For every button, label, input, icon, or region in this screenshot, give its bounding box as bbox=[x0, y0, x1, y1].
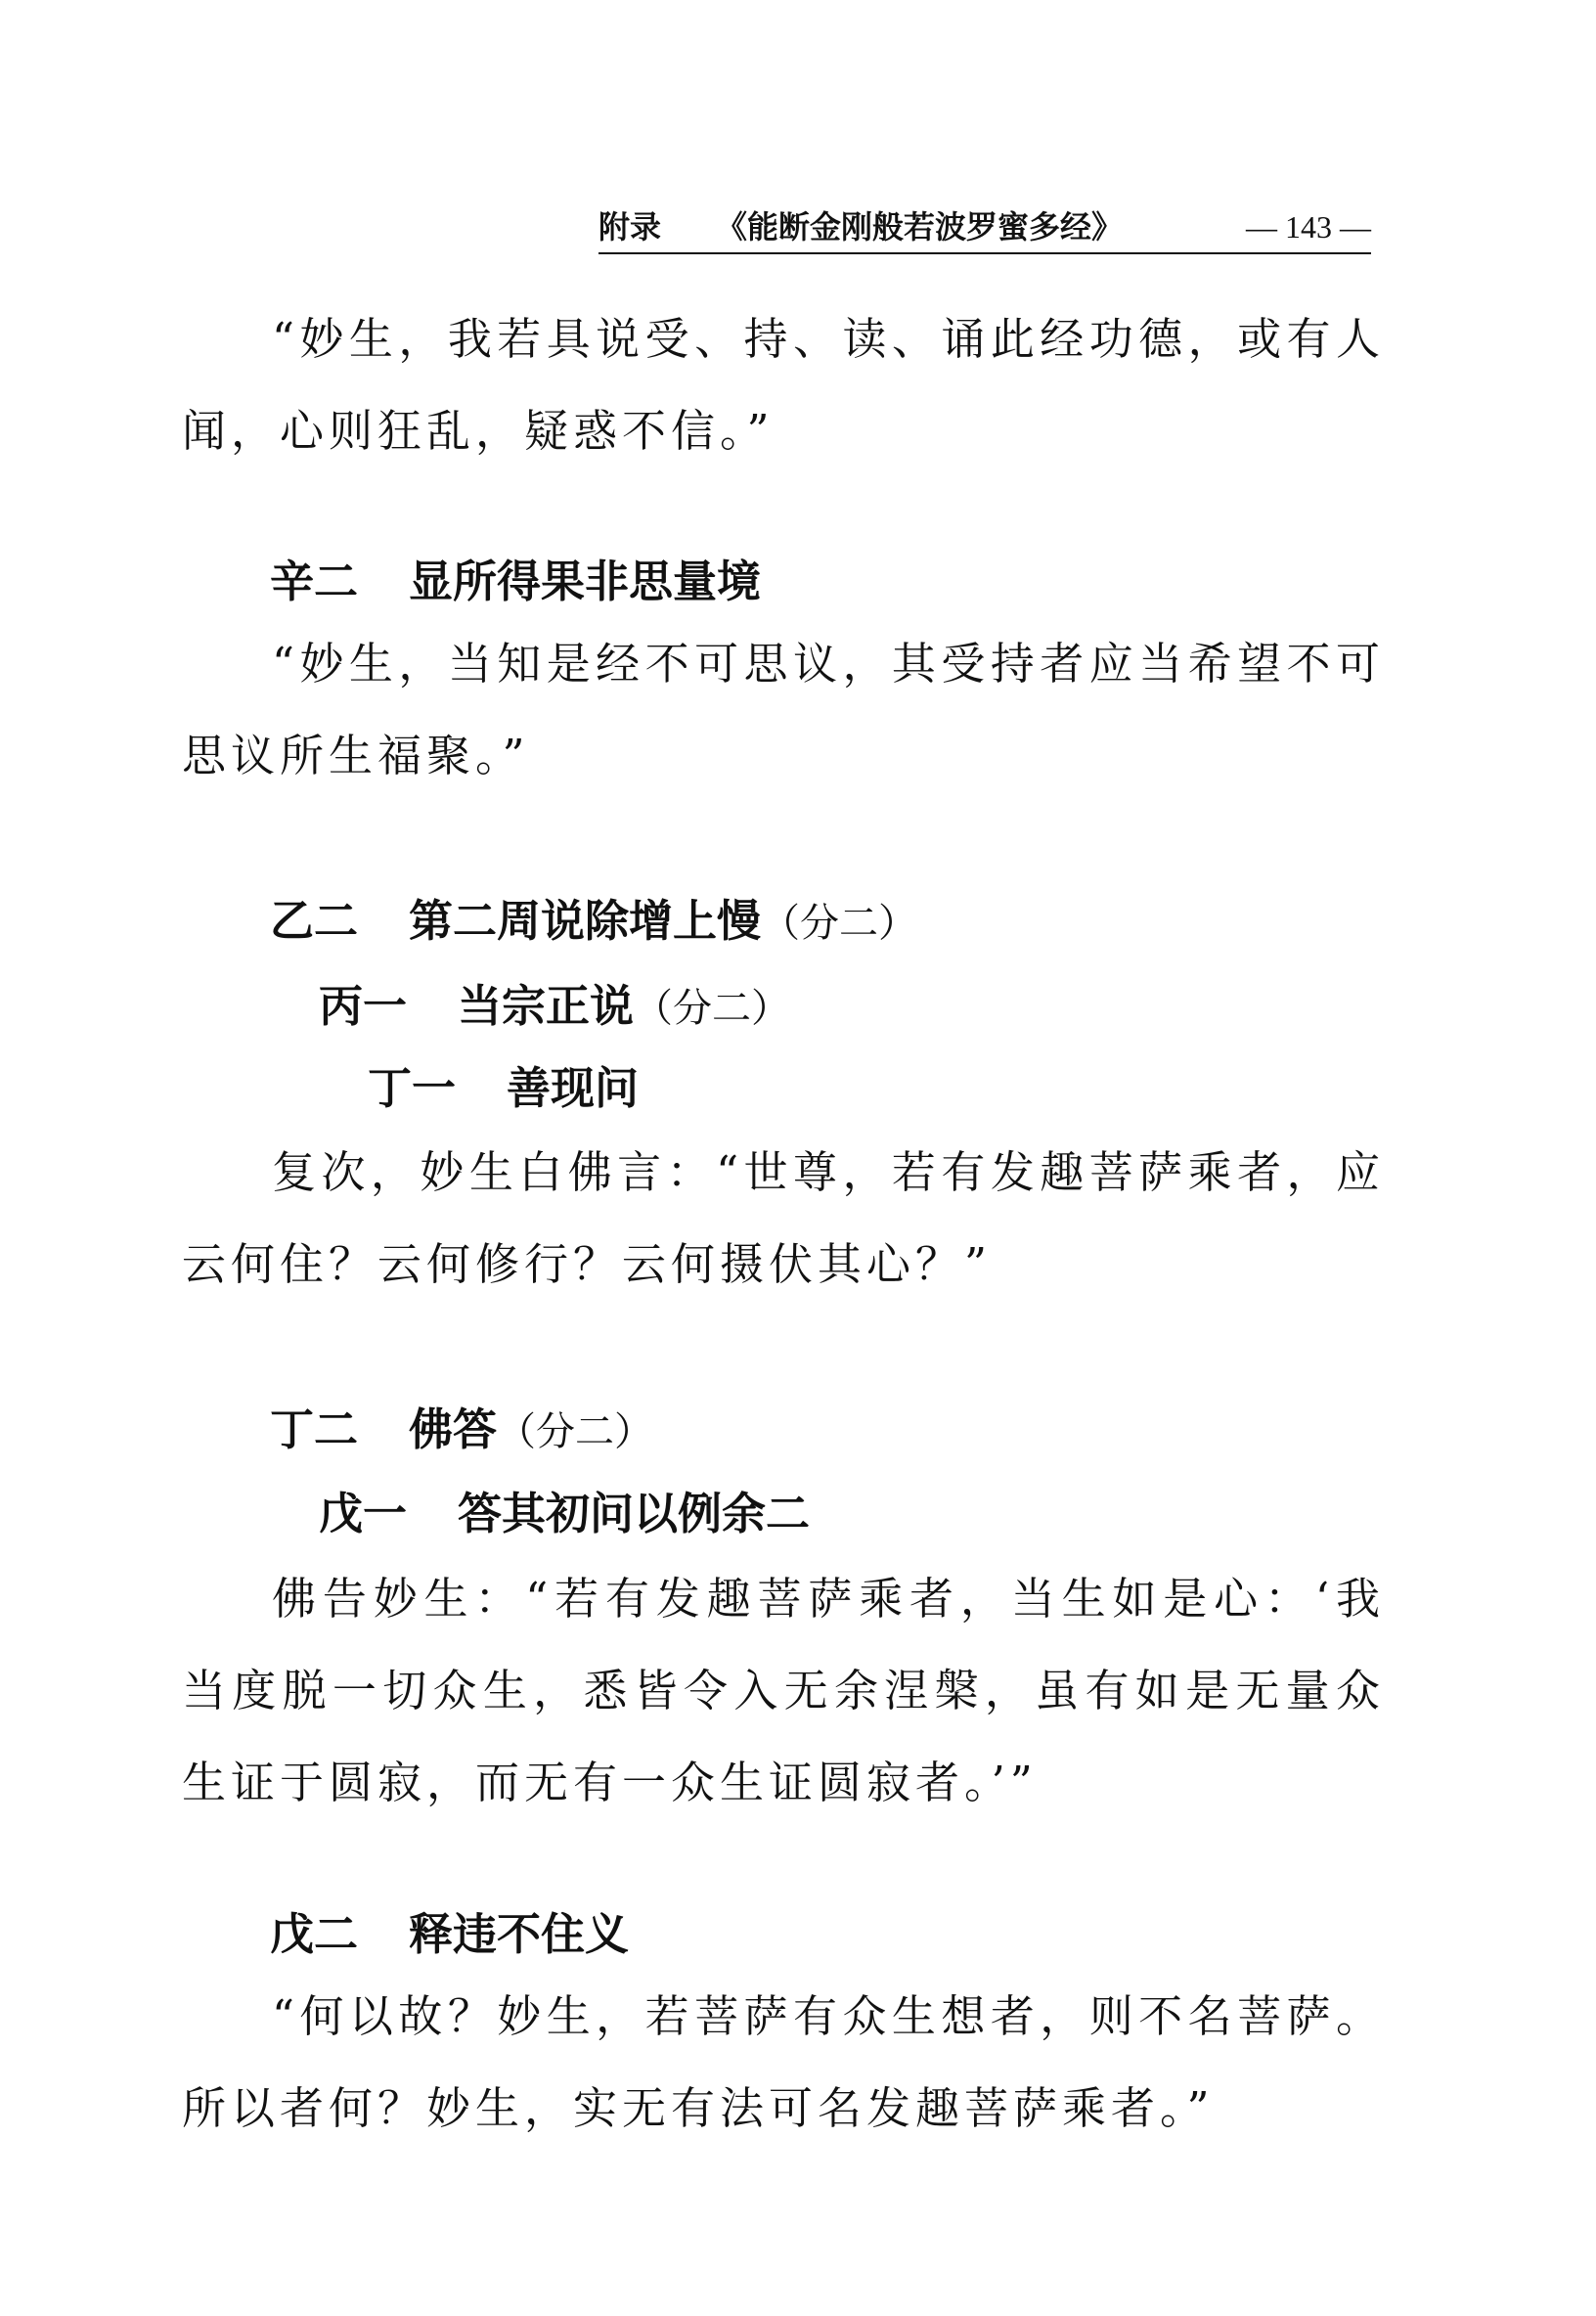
paragraph-5: “何以故？妙生，若菩萨有众生想者，则不名菩萨。所以者何？妙生，实无有法可名发趣菩萨乘者。” bbox=[182, 1990, 1385, 2134]
heading-yi-er bbox=[270, 892, 917, 953]
heading-title: 佛答 bbox=[409, 1403, 498, 1455]
heading-ding-er bbox=[270, 1401, 653, 1461]
heading-title: 释违不住义 bbox=[409, 1908, 630, 1960]
heading-note: （分二） bbox=[761, 901, 918, 946]
heading-label: 丁一 bbox=[368, 1062, 457, 1114]
running-header bbox=[598, 205, 1371, 254]
header-book-title: 《能断金刚般若波罗蜜多经》 bbox=[716, 208, 1124, 245]
heading-label: 丙一 bbox=[319, 980, 408, 1032]
heading-label: 戊一 bbox=[319, 1488, 408, 1539]
heading-label: 辛二 bbox=[270, 556, 359, 607]
heading-label: 乙二 bbox=[270, 895, 359, 947]
heading-ding-yi bbox=[368, 1059, 639, 1118]
paragraph-1: “妙生，我若具说受、持、读、诵此经功德，或有人闻，心则狂乱，疑惑不信。” bbox=[182, 313, 1385, 457]
heading-label: 戊二 bbox=[270, 1908, 359, 1960]
heading-wu-yi bbox=[319, 1485, 810, 1543]
heading-title: 答其初问以例余二 bbox=[458, 1488, 811, 1539]
heading-title: 善现问 bbox=[507, 1062, 640, 1114]
heading-note: （分二） bbox=[634, 986, 791, 1031]
heading-xin-er bbox=[270, 553, 761, 611]
heading-title: 当宗正说 bbox=[458, 980, 635, 1032]
paragraph-2: “妙生，当知是经不可思议，其受持者应当希望不可思议所生福聚。” bbox=[182, 638, 1385, 781]
header-section: 附录 bbox=[598, 208, 662, 245]
heading-wu-er bbox=[270, 1905, 629, 1964]
heading-note: （分二） bbox=[497, 1409, 654, 1454]
paragraph-3: 复次，妙生白佛言：“世尊，若有发趣菩萨乘者，应云何住？云何修行？云何摄伏其心？” bbox=[182, 1146, 1385, 1290]
heading-title: 显所得果非思量境 bbox=[409, 556, 762, 607]
paragraph-4: 佛告妙生：“若有发趣菩萨乘者，当生如是心：‘我当度脱一切众生，悉皆令入无余涅槃，虽有如是无量众生证于圆寂，而无有一众生证圆寂者。’” bbox=[182, 1573, 1385, 1808]
heading-bing-yi bbox=[319, 977, 790, 1038]
page-number: — 143 — bbox=[1246, 209, 1371, 245]
heading-title: 第二周说除增上慢 bbox=[409, 895, 762, 947]
heading-label: 丁二 bbox=[270, 1403, 359, 1455]
